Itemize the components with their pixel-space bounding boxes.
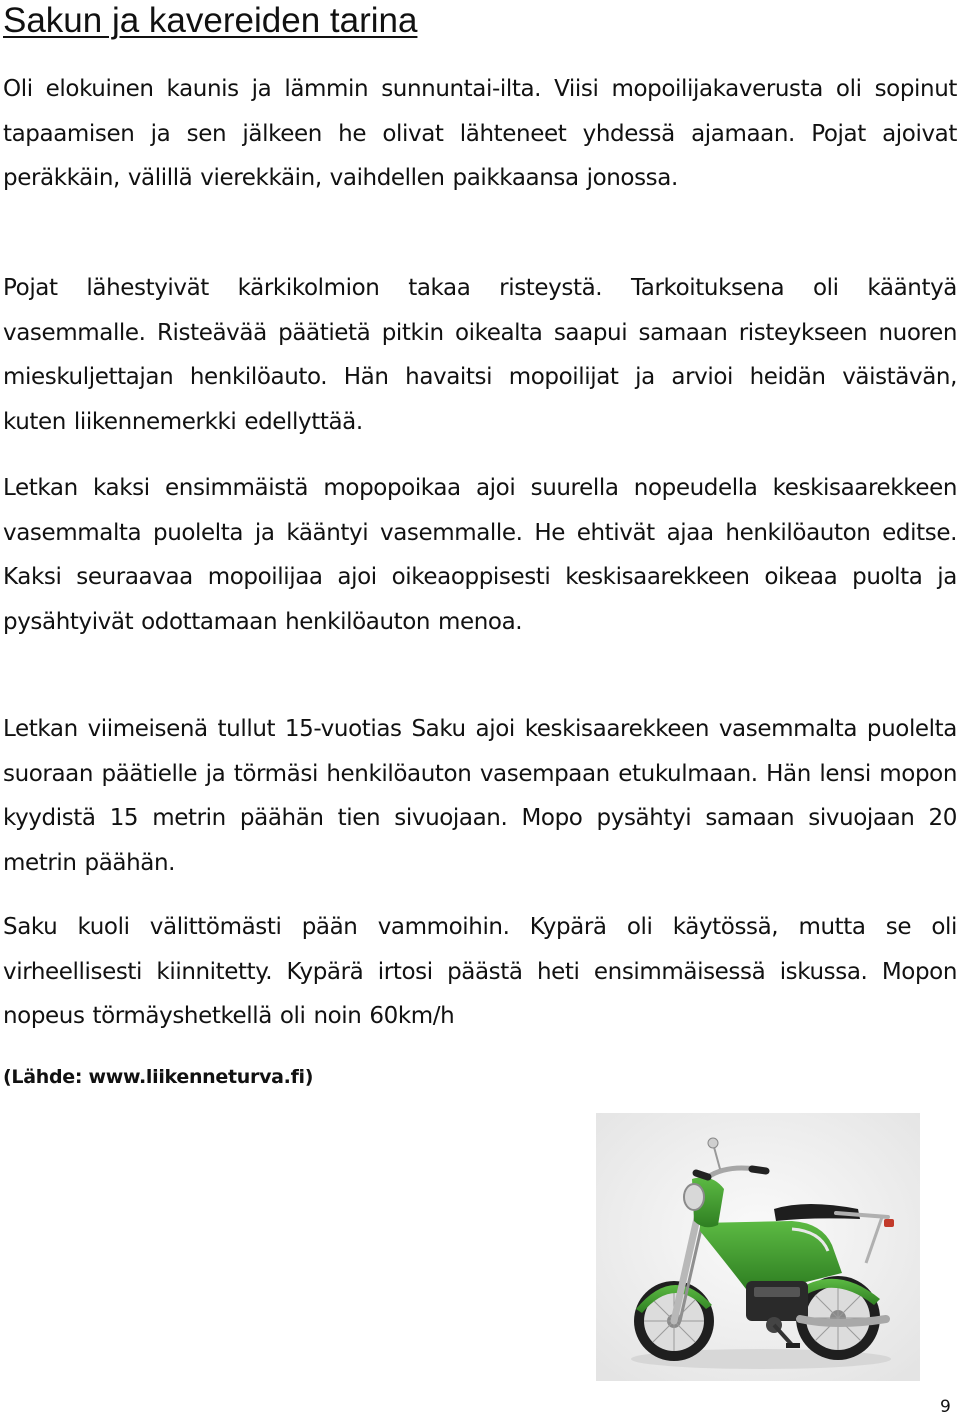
page-number: 9 (940, 1397, 951, 1417)
paragraph-3: Letkan kaksi ensimmäistä mopopoikaa ajoi suurella nopeudella keskisaarekkeen vasemmalta puolelta ja kääntyi vasemmalle. He ehtivät ajaa henkilöauton editse. Kaksi seuraavaa mopoilijaa ajoi oikeaoppisesti keskisaarekkeen oikeaa puolta ja pysähtyivät odottamaan henkilöauton menoa. (3, 475, 957, 635)
paragraph-1: Oli elokuinen kaunis ja lämmin sunnuntai-ilta. Viisi mopoilijakaverusta oli sopinut tapaamisen ja sen jälkeen he olivat lähteneet yhdessä ajamaan. Pojat ajoivat peräkkäin, välillä vierekkäin, vaihdellen paikkaansa jonossa. (3, 76, 957, 192)
moped-photo (596, 1113, 920, 1381)
paragraph-2: Pojat lähestyivät kärkikolmion takaa risteystä. Tarkoituksena oli kääntyä vasemmalle. Risteävää päätietä pitkin oikealta saapui samaan risteykseen nuoren mieskuljettajan henkilöauto. Hän havaitsi mopoilijat ja arvioi heidän väistävän, kuten liikennemerkki edellyttää. (3, 275, 957, 435)
paragraph-5: Saku kuoli välittömästi pään vammoihin. Kypärä oli käytössä, mutta se oli virheellisesti kiinnitetty. Kypärä irtosi päästä heti ensimmäisessä iskussa. Mopon nopeus törmäyshetkellä oli noin 60km/h (3, 914, 957, 1030)
paragraph-4: Letkan viimeisenä tullut 15-vuotias Saku ajoi keskisaarekkeen vasemmalta puolelta suoraan päätielle ja törmäsi henkilöauton vasempaan etukulmaan. Hän lensi mopon kyydistä 15 metrin päähän tien sivuojaan. Mopo pysähtyi samaan sivuojaan 20 metrin päähän. (3, 716, 957, 876)
document-title: Sakun ja kavereiden tarina (3, 1, 418, 40)
source-citation: (Lähde: www.liikenneturva.fi) (3, 1066, 314, 1088)
